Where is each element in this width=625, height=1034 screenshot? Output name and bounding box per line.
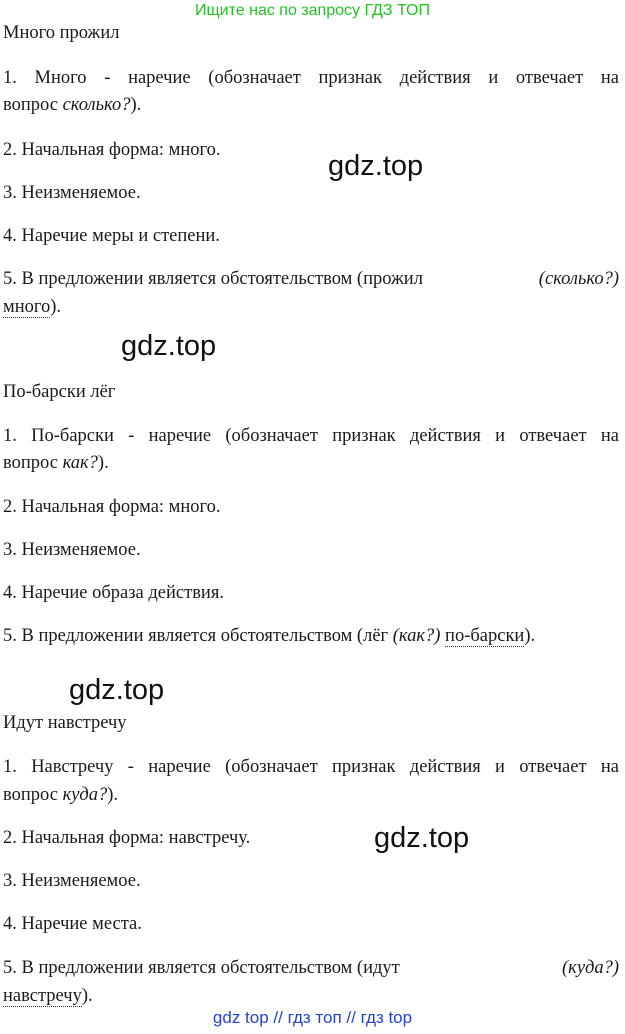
s1-item-3: 3. Неизменяемое.: [3, 183, 141, 203]
s2-item-1-line-2: вопрос как?).: [3, 453, 109, 473]
search-banner: Ищите нас по запросу ГДЗ ТОП: [195, 2, 430, 19]
s1-item-1-line-1: 1. Много - наречие (обозначает признак действия и отвечает на: [3, 68, 619, 88]
watermark: gdz.top: [374, 822, 470, 854]
s3-item-5-line-2: навстречу).: [3, 986, 93, 1006]
s2-item-2: 2. Начальная форма: много.: [3, 497, 221, 517]
section-1-title: Много прожил: [3, 23, 120, 43]
s1-item-5-line-2: много).: [3, 297, 62, 317]
s3-item-3: 3. Неизменяемое.: [3, 871, 141, 891]
watermark: gdz.top: [328, 150, 424, 182]
s1-item-1-line-2: вопрос сколько?).: [3, 95, 142, 115]
s1-item-2: 2. Начальная форма: много.: [3, 140, 221, 160]
s3-item-4: 4. Наречие места.: [3, 914, 142, 934]
s2-item-4: 4. Наречие образа действия.: [3, 583, 224, 603]
s2-item-3: 3. Неизменяемое.: [3, 540, 141, 560]
watermark: gdz.top: [69, 674, 165, 706]
s1-item-5-line-1: 5. В предложении является обстоятельством (прожил (сколько?): [3, 269, 619, 289]
section-3-title: Идут навстречу: [3, 713, 127, 733]
footer-links: gdz top // гдз топ // гдз top: [212, 1008, 413, 1027]
s2-item-1-line-1: 1. По-барски - наречие (обозначает признак действия и отвечает на: [3, 426, 619, 446]
s1-item-4: 4. Наречие меры и степени.: [3, 226, 220, 246]
s3-item-1-line-2: вопрос куда?).: [3, 785, 119, 805]
s3-item-2: 2. Начальная форма: навстречу.: [3, 828, 251, 848]
section-2-title: По-барски лёг: [3, 382, 116, 402]
s2-item-5: 5. В предложении является обстоятельством (лёг (как?) по-барски).: [3, 626, 536, 646]
s3-item-5-line-1: 5. В предложении является обстоятельством (идут (куда?): [3, 958, 619, 978]
s3-item-1-line-1: 1. Навстречу - наречие (обозначает признак действия и отвечает на: [3, 757, 619, 777]
watermark: gdz.top: [121, 330, 217, 362]
